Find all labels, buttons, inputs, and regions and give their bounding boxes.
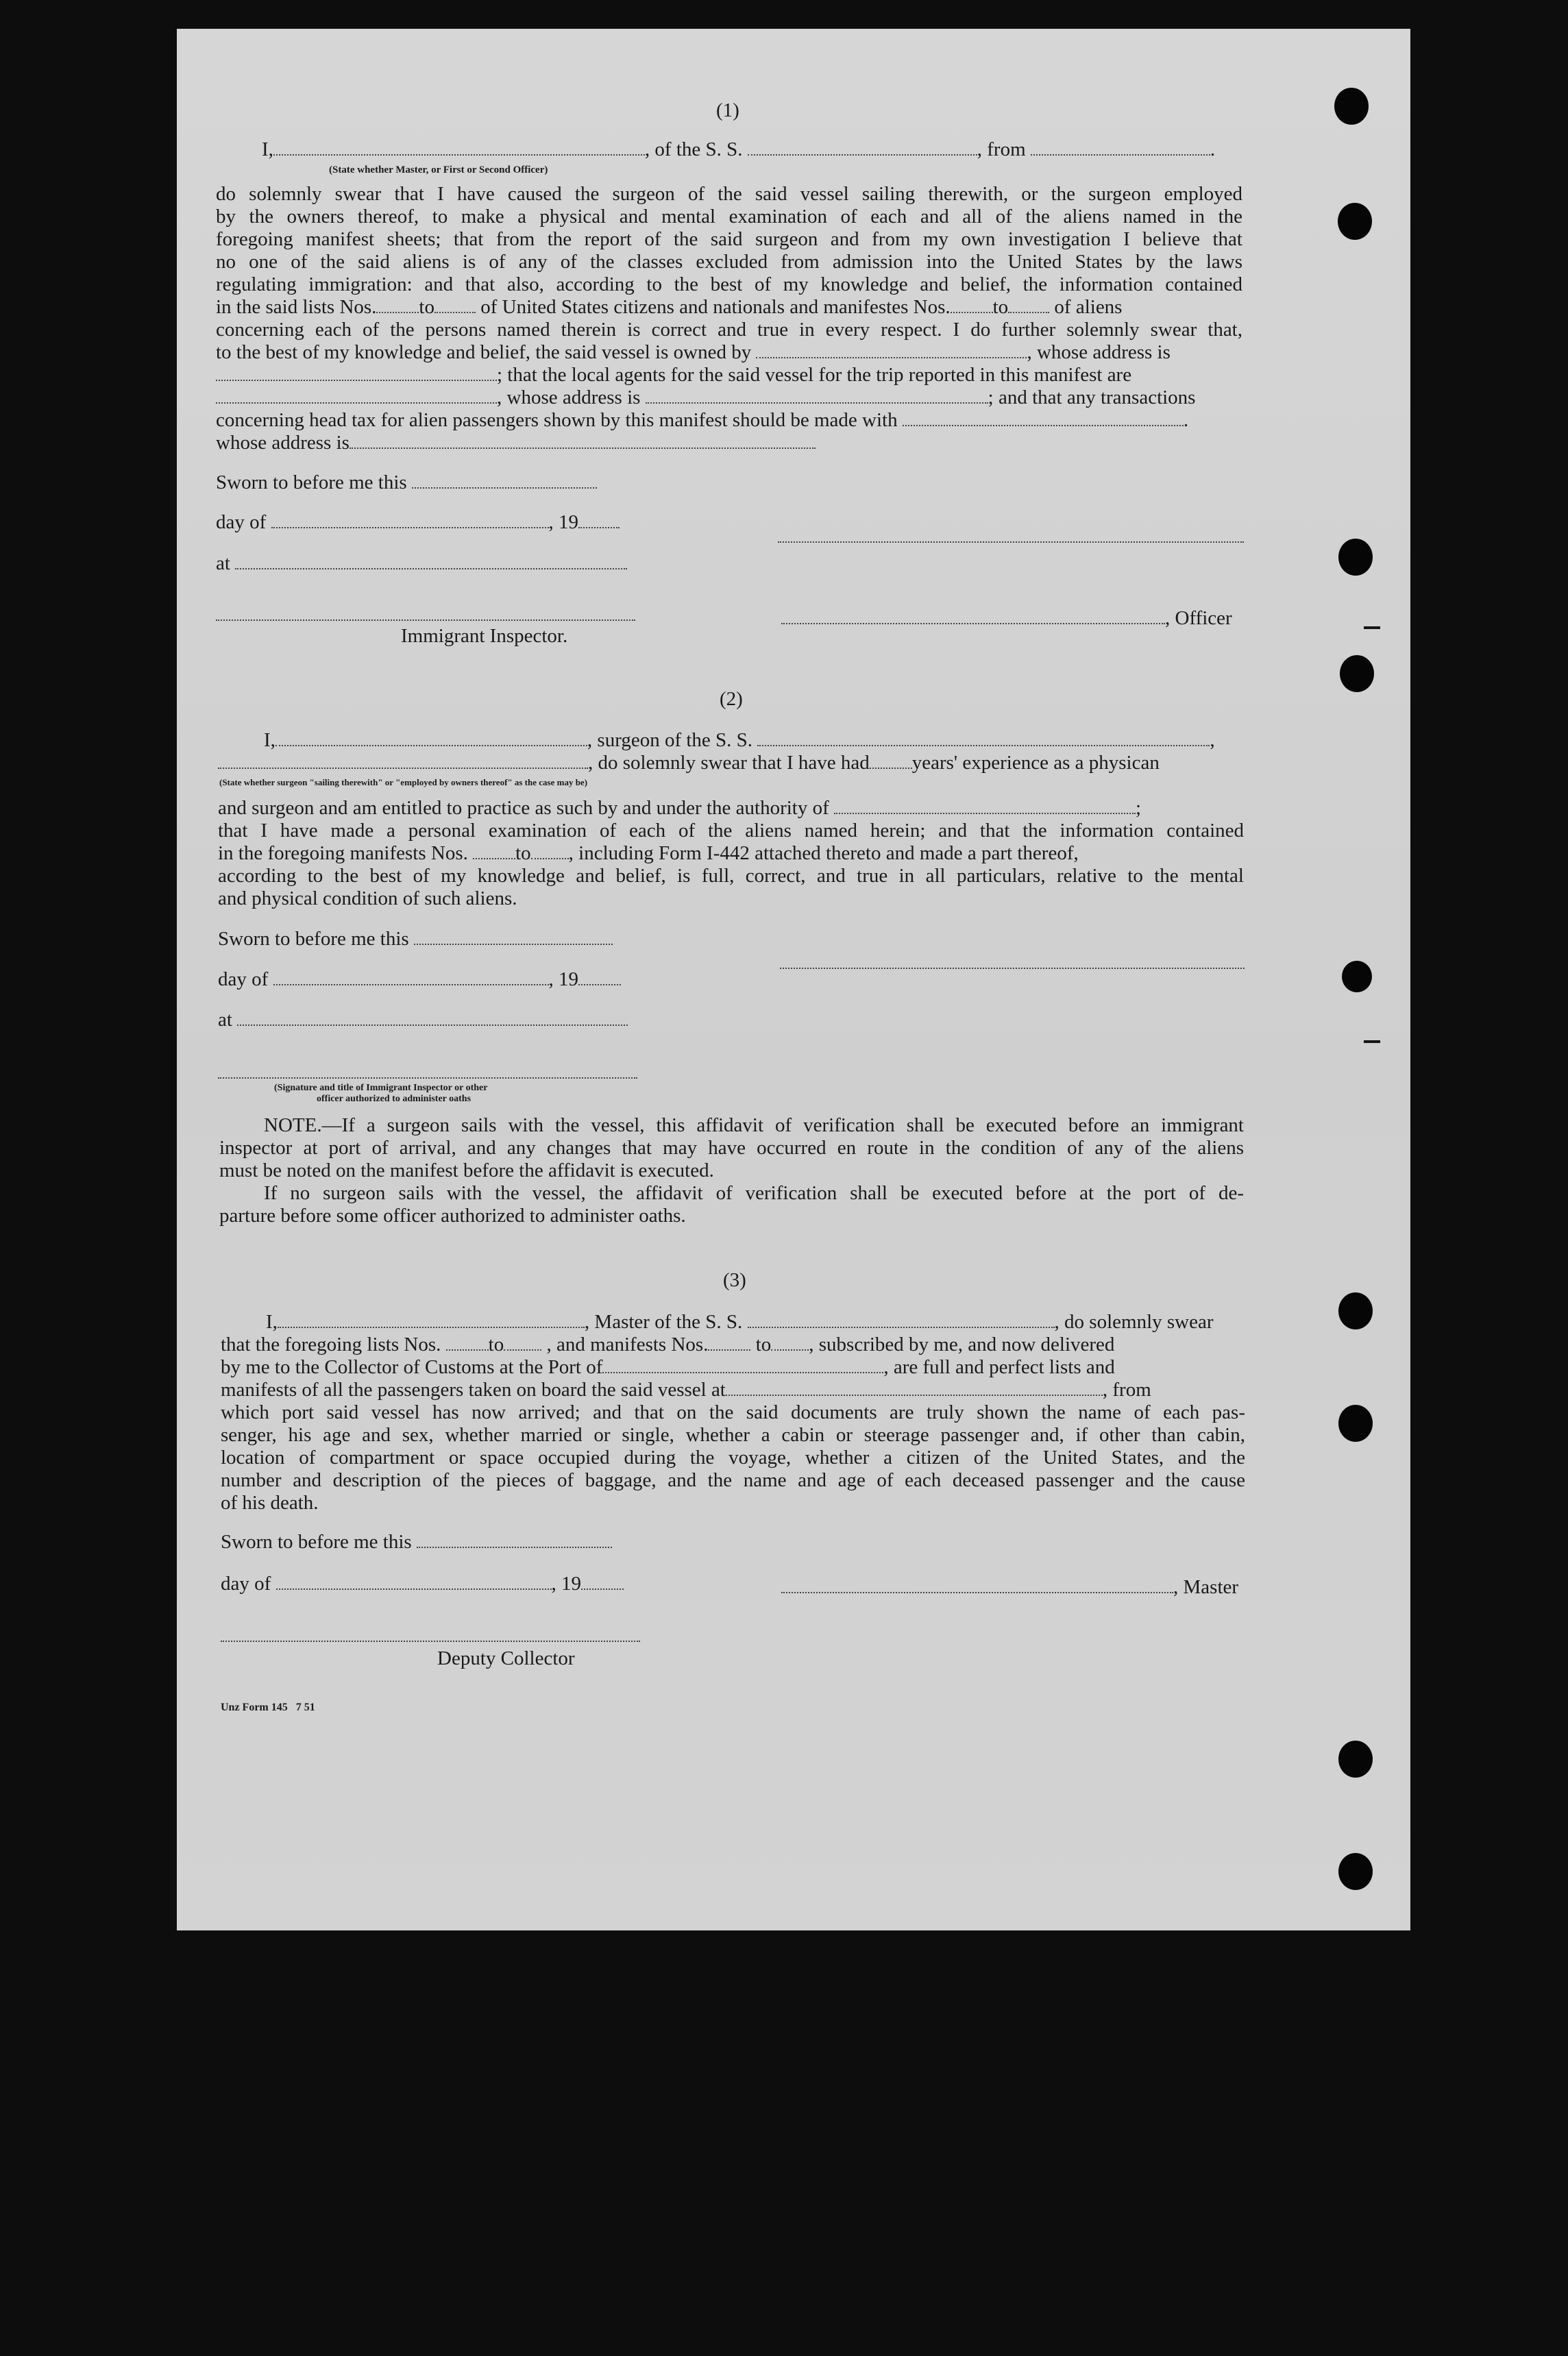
signature-line [778, 541, 1244, 543]
oath-line: , do solemnly swear that I have had years' experience as a physican [218, 752, 1160, 774]
signature-line [780, 968, 1245, 969]
oath-line: I, , surgeon of the S. S. , [264, 729, 1215, 751]
body-text: and physical condition of such aliens. [218, 887, 517, 909]
body-text: ; that the local agents for the said vessel for the trip reported in this manifest are [216, 364, 1131, 386]
binder-hole [1334, 88, 1369, 125]
note-text: inspector at port of arrival, and any changes that may have occurred en route in the condition of any of the aliens [219, 1137, 1244, 1159]
sworn-line: Sworn to before me this [216, 471, 597, 493]
body-text: , whose address is ; and that any transactions [216, 386, 1195, 408]
edge-mark [1364, 626, 1380, 629]
section-number: (2) [720, 688, 743, 710]
body-text: concerning each of the persons named therein is correct and true in every respect. I do further solemnly swear that, [216, 319, 1242, 341]
note-text: parture before some officer authorized to administer oaths. [219, 1205, 686, 1227]
date-line: day of , 19 [216, 511, 620, 533]
body-text: in the said lists Nos. to of United States citizens and nationals and manifestes Nos. to of aliens [216, 296, 1123, 318]
body-text: do solemnly swear that I have caused the surgeon of the said vessel sailing therewith, or the surgeon employed [216, 183, 1242, 205]
officer-line: , Officer [781, 607, 1232, 629]
body-text: of his death. [221, 1492, 319, 1514]
sworn-line: Sworn to before me this [218, 928, 613, 950]
note-text: If no surgeon sails with the vessel, the affidavit of verification shall be executed before at the port of de- [264, 1182, 1244, 1204]
body-text: according to the best of my knowledge and belief, is full, correct, and true in all particulars, relative to the mental [218, 865, 1244, 887]
body-text: that I have made a personal examination of each of the aliens named herein; and that the information contained [218, 820, 1244, 842]
section-number: (3) [723, 1269, 746, 1291]
field-caption: (State whether Master, or First or Second Officer) [329, 164, 548, 175]
body-text: location of compartment or space occupied during the voyage, whether a citizen of the United States, and the [221, 1447, 1245, 1469]
binder-hole [1340, 655, 1374, 692]
date-line: day of , 19 [218, 968, 621, 990]
signature-line [218, 1077, 637, 1079]
body-text: to the best of my knowledge and belief, the said vessel is owned by , whose address is [216, 341, 1171, 363]
date-line: day of , 19 [221, 1573, 624, 1595]
oath-line: I, , of the S. S. , from . [262, 138, 1216, 160]
binder-hole [1342, 961, 1372, 992]
sworn-line: Sworn to before me this [221, 1531, 612, 1553]
body-text: by the owners thereof, to make a physical and mental examination of each and all of the aliens named in the [216, 206, 1242, 228]
body-text: which port said vessel has now arrived; and that on the said documents are truly shown the name of each pas- [221, 1401, 1245, 1423]
binder-hole [1338, 1405, 1373, 1442]
note-text: NOTE.—If a surgeon sails with the vessel, this affidavit of verification shall be executed before an immigrant [264, 1114, 1244, 1136]
signature-line [216, 619, 635, 621]
body-text: regulating immigration: and that also, according to the best of my knowledge and belief, the information contained [216, 273, 1242, 295]
binder-hole [1338, 1853, 1373, 1890]
body-text: in the foregoing manifests Nos. to , including Form I-442 attached thereto and made a part thereof, [218, 842, 1079, 864]
binder-hole [1338, 1292, 1373, 1329]
place-line: at [218, 1009, 628, 1031]
form-identifier: Unz Form 145 7 51 [221, 1702, 315, 1713]
binder-hole [1338, 1741, 1373, 1778]
signature-caption: officer authorized to administer oaths [317, 1094, 471, 1104]
oath-line: I, , Master of the S. S. , do solemnly swear [266, 1311, 1214, 1333]
body-text: number and description of the pieces of baggage, and the name and age of each deceased passenger and the cause [221, 1469, 1245, 1491]
note-text: must be noted on the manifest before the affidavit is executed. [219, 1159, 714, 1181]
edge-mark [1364, 1040, 1380, 1043]
body-text: whose address is [216, 432, 816, 454]
body-text: no one of the said aliens is of any of the classes excluded from admission into the United States by the laws [216, 251, 1242, 273]
binder-hole [1338, 203, 1372, 240]
signature-caption: Immigrant Inspector. [401, 625, 568, 647]
binder-hole [1338, 539, 1373, 576]
field-caption: (State whether surgeon "sailing therewith" or "employed by owners thereof" as the case may be) [219, 777, 588, 787]
body-text: foregoing manifest sheets; that from the report of the said surgeon and from my own investigation I believe that [216, 228, 1242, 250]
oath-line: manifests of all the passengers taken on board the said vessel at , from [221, 1379, 1151, 1401]
signature-line [221, 1641, 640, 1642]
signature-caption: Deputy Collector [437, 1647, 575, 1669]
oath-line: by me to the Collector of Customs at the Port of , are full and perfect lists and [221, 1356, 1115, 1378]
section-number: (1) [716, 99, 739, 121]
body-text: and surgeon and am entitled to practice as such by and under the authority of ; [218, 797, 1142, 819]
body-text: concerning head tax for alien passengers shown by this manifest should be made with . [216, 409, 1189, 431]
place-line: at [216, 552, 627, 574]
signature-caption: (Signature and title of Immigrant Inspector or other [274, 1083, 488, 1093]
body-text: senger, his age and sex, whether married or single, whether a cabin or steerage passenger and, if other than cabin, [221, 1424, 1245, 1446]
master-signature-line: , Master [781, 1576, 1238, 1598]
oath-line: that the foregoing lists Nos. to , and manifests Nos. to , subscribed by me, and now delivered [221, 1334, 1115, 1355]
